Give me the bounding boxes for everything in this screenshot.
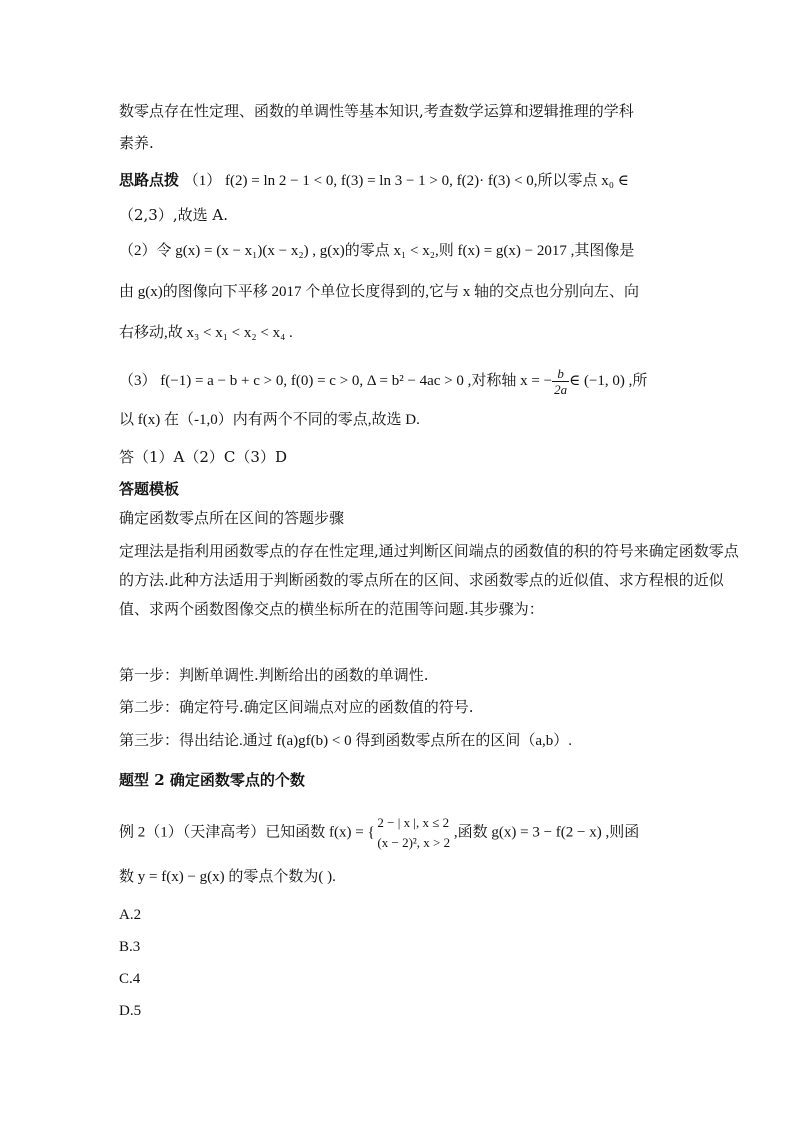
template-body: 定理法是指利用函数零点的存在性定理,通过判断区间端点的函数值的积的符号来确定函数零点的方法.此种方法适用于判断函数的零点所在的区间、求函数零点的近似值、求方程根的近似值、求两个函数图像交点的横坐标所在的范围等问题.其步骤为： — [119, 542, 739, 618]
example-2-line-2: 数 y = f(x) − g(x) 的零点个数为( ). — [119, 869, 336, 885]
example-2-line-1 — [119, 813, 754, 853]
template-title: 确定函数零点所在区间的答题步骤 — [119, 509, 345, 527]
option-a: A.2 — [119, 907, 142, 923]
solution-part-1 — [119, 170, 754, 191]
intro-line-2: 素养. — [119, 134, 154, 152]
option-d: D.5 — [119, 1003, 142, 1019]
solution-2-line-3: 右移动,故 x₃ < x₁ < x₂ < x₄ . — [119, 325, 293, 341]
fraction-b-over-2a — [552, 366, 569, 397]
solution-2-line-1: （2）令 g(x) = (x − x₁)(x − x₂) , g(x)的零点 x₁ < x₂,则 f(x) = g(x) − 2017 ,其图像是 — [119, 243, 635, 259]
fraction-denominator: 2a — [554, 382, 568, 397]
option-c: C.4 — [119, 971, 141, 987]
option-b: B.3 — [119, 939, 141, 955]
step-1: 第一步：判断单调性.判断给出的函数的单调性. — [119, 666, 429, 684]
answer-line: 答（1）A（2）C（3）D — [119, 448, 287, 466]
solution-2-line-2: 由 g(x)的图像向下平移 2017 个单位长度得到的,它与 x 轴的交点也分别向左、向 — [119, 284, 639, 300]
solution-heading: 思路点拨 — [119, 171, 180, 189]
type-2-heading: 题型 2 确定函数零点的个数 — [119, 771, 305, 789]
piecewise-case-2: (x − 2)², x > 2 — [377, 835, 451, 850]
solution-3-post: ∈ (−1, 0) ,所 — [569, 372, 648, 389]
piecewise-case-1: 2 − | x |, x ≤ 2 — [377, 815, 450, 830]
step-3: 第三步：得出结论.通过 f(a)gf(b) < 0 得到函数零点所在的区间（a,b）. — [119, 733, 572, 749]
piecewise-function — [377, 813, 450, 853]
step-2: 第二步：确定符号.确定区间端点对应的函数值的符号. — [119, 698, 474, 716]
fraction-numerator: b — [552, 366, 569, 382]
intro-line-1: 数零点存在性定理、函数的单调性等基本知识,考查数学运算和逻辑推理的学科 — [119, 102, 634, 120]
solution-1-continuation: （2,3）,故选 A. — [119, 206, 228, 224]
solution-1-math: （1） f(2) = ln 2 − 1 < 0, f(3) = ln 3 − 1 > 0, f(2)· f(3) < 0,所以零点 x₀ ∈ — [183, 173, 629, 189]
example-2-pre: 例 2（1）（天津高考）已知函数 f(x) = { — [119, 824, 375, 841]
solution-3-line-1 — [119, 366, 754, 397]
template-heading: 答题模板 — [119, 480, 180, 498]
solution-3-line-2: 以 f(x) 在（-1,0）内有两个不同的零点,故选 D. — [119, 412, 420, 428]
example-2-post: ,函数 g(x) = 3 − f(2 − x) ,则函 — [453, 824, 640, 841]
solution-3-pre: （3） f(−1) = a − b + c > 0, f(0) = c > 0, Δ = b² − 4ac > 0 ,对称轴 x = − — [119, 372, 553, 389]
